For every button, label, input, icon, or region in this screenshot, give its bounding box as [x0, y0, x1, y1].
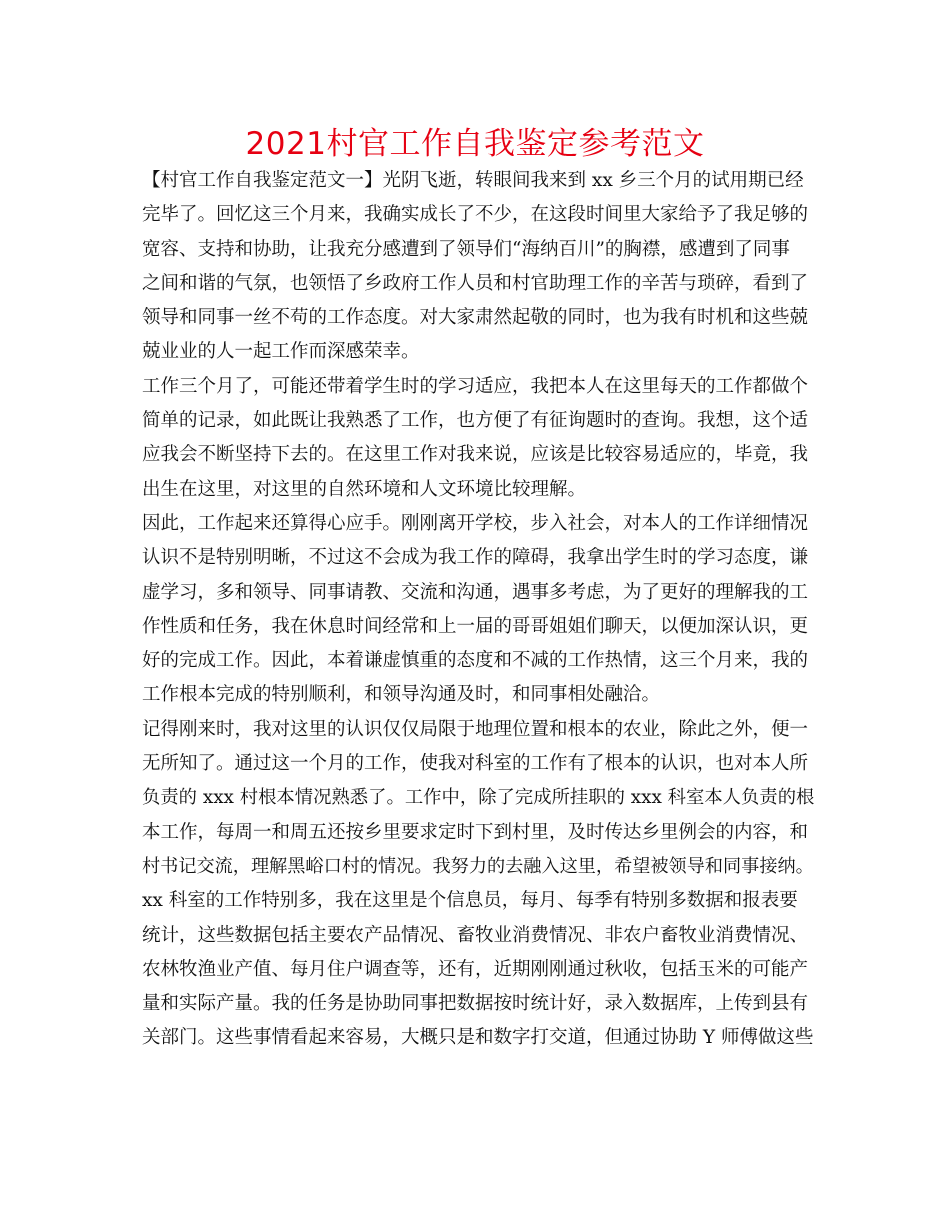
document-title: 2021村官工作自我鉴定参考范文 — [245, 126, 705, 162]
text-line: 无所知了。通过这一个月的工作，使我对科室的工作有了根本的认识，也对本人所 — [142, 753, 809, 775]
text-line: 量和实际产量。我的任务是协助同事把数据按时统计好，录入数据库，上传到县有 — [142, 993, 809, 1015]
text-line: 农林牧渔业产值、每月住户调查等，还有，近期刚刚通过秋收，包括玉米的可能产 — [142, 958, 809, 980]
text-line: 村书记交流，理解黑峪口村的情况。我努力的去融入这里，希望被领导和同事接纳。 — [142, 855, 814, 877]
text-line: 认识不是特别明晰，不过这不会成为我工作的障碍，我拿出学生时的学习态度，谦 — [142, 547, 809, 569]
text-line: 工作根本完成的特别顺利，和领导沟通及时，和同事相处融洽。 — [142, 684, 661, 706]
text-line: 应我会不断坚持下去的。在这里工作对我来说，应该是比较容易适应的，毕竟，我 — [142, 444, 809, 466]
text-line: 虚学习，多和领导、同事请教、交流和沟通，遇事多考虑，为了更好的理解我的工 — [142, 581, 809, 603]
text-line: 作性质和任务，我在休息时间经常和上一届的哥哥姐姐们聊天，以便加深认识，更 — [142, 615, 809, 637]
text-line: 宽容、支持和协助，让我充分感遭到了领导们“海纳百川”的胸襟，感遭到了同事 — [142, 238, 790, 260]
text-line: xx 科室的工作特别多，我在这里是个信息员，每月、每季有特别多数据和报表要 — [142, 890, 798, 912]
text-line: 完毕了。回忆这三个月来，我确实成长了不少，在这段时间里大家给予了我足够的 — [142, 204, 809, 226]
text-line: 出生在这里，对这里的自然环境和人文环境比较理解。 — [142, 478, 587, 500]
text-line: 兢业业的人一起工作而深感荣幸。 — [142, 341, 420, 363]
text-line: 因此，工作起来还算得心应手。刚刚离开学校，步入社会，对本人的工作详细情况 — [142, 512, 809, 534]
text-line: 记得刚来时，我对这里的认识仅仅局限于地理位置和根本的农业，除此之外，便一 — [142, 718, 809, 740]
text-line: 好的完成工作。因此，本着谦虚慎重的态度和不减的工作热情，这三个月来，我的 — [142, 650, 809, 672]
text-line: 领导和同事一丝不苟的工作态度。对大家肃然起敬的同时，也为我有时机和这些兢 — [142, 307, 809, 329]
text-line: 关部门。这些事情看起来容易，大概只是和数字打交道，但通过协助 Y 师傅做这些 — [142, 1027, 814, 1049]
text-line: 之间和谐的气氛，也领悟了乡政府工作人员和村官助理工作的辛苦与琐碎，看到了 — [142, 272, 809, 294]
document-body — [142, 164, 818, 1056]
text-line: 【村官工作自我鉴定范文一】光阴飞逝，转眼间我来到 xx 乡三个月的试用期已经 — [142, 170, 804, 191]
text-line: 本工作，每周一和周五还按乡里要求定时下到村里，及时传达乡里例会的内容，和 — [142, 821, 809, 843]
text-line: 统计，这些数据包括主要农产品情况、畜牧业消费情况、非农户畜牧业消费情况、 — [142, 924, 809, 946]
text-line: 简单的记录，如此既让我熟悉了工作，也方便了有征询题时的查询。我想，这个适 — [142, 410, 809, 432]
text-line: 工作三个月了，可能还带着学生时的学习适应，我把本人在这里每天的工作都做个 — [142, 375, 809, 397]
text-line: 负责的 xxx 村根本情况熟悉了。工作中，除了完成所挂职的 xxx 科室本人负责的根 — [142, 787, 815, 809]
